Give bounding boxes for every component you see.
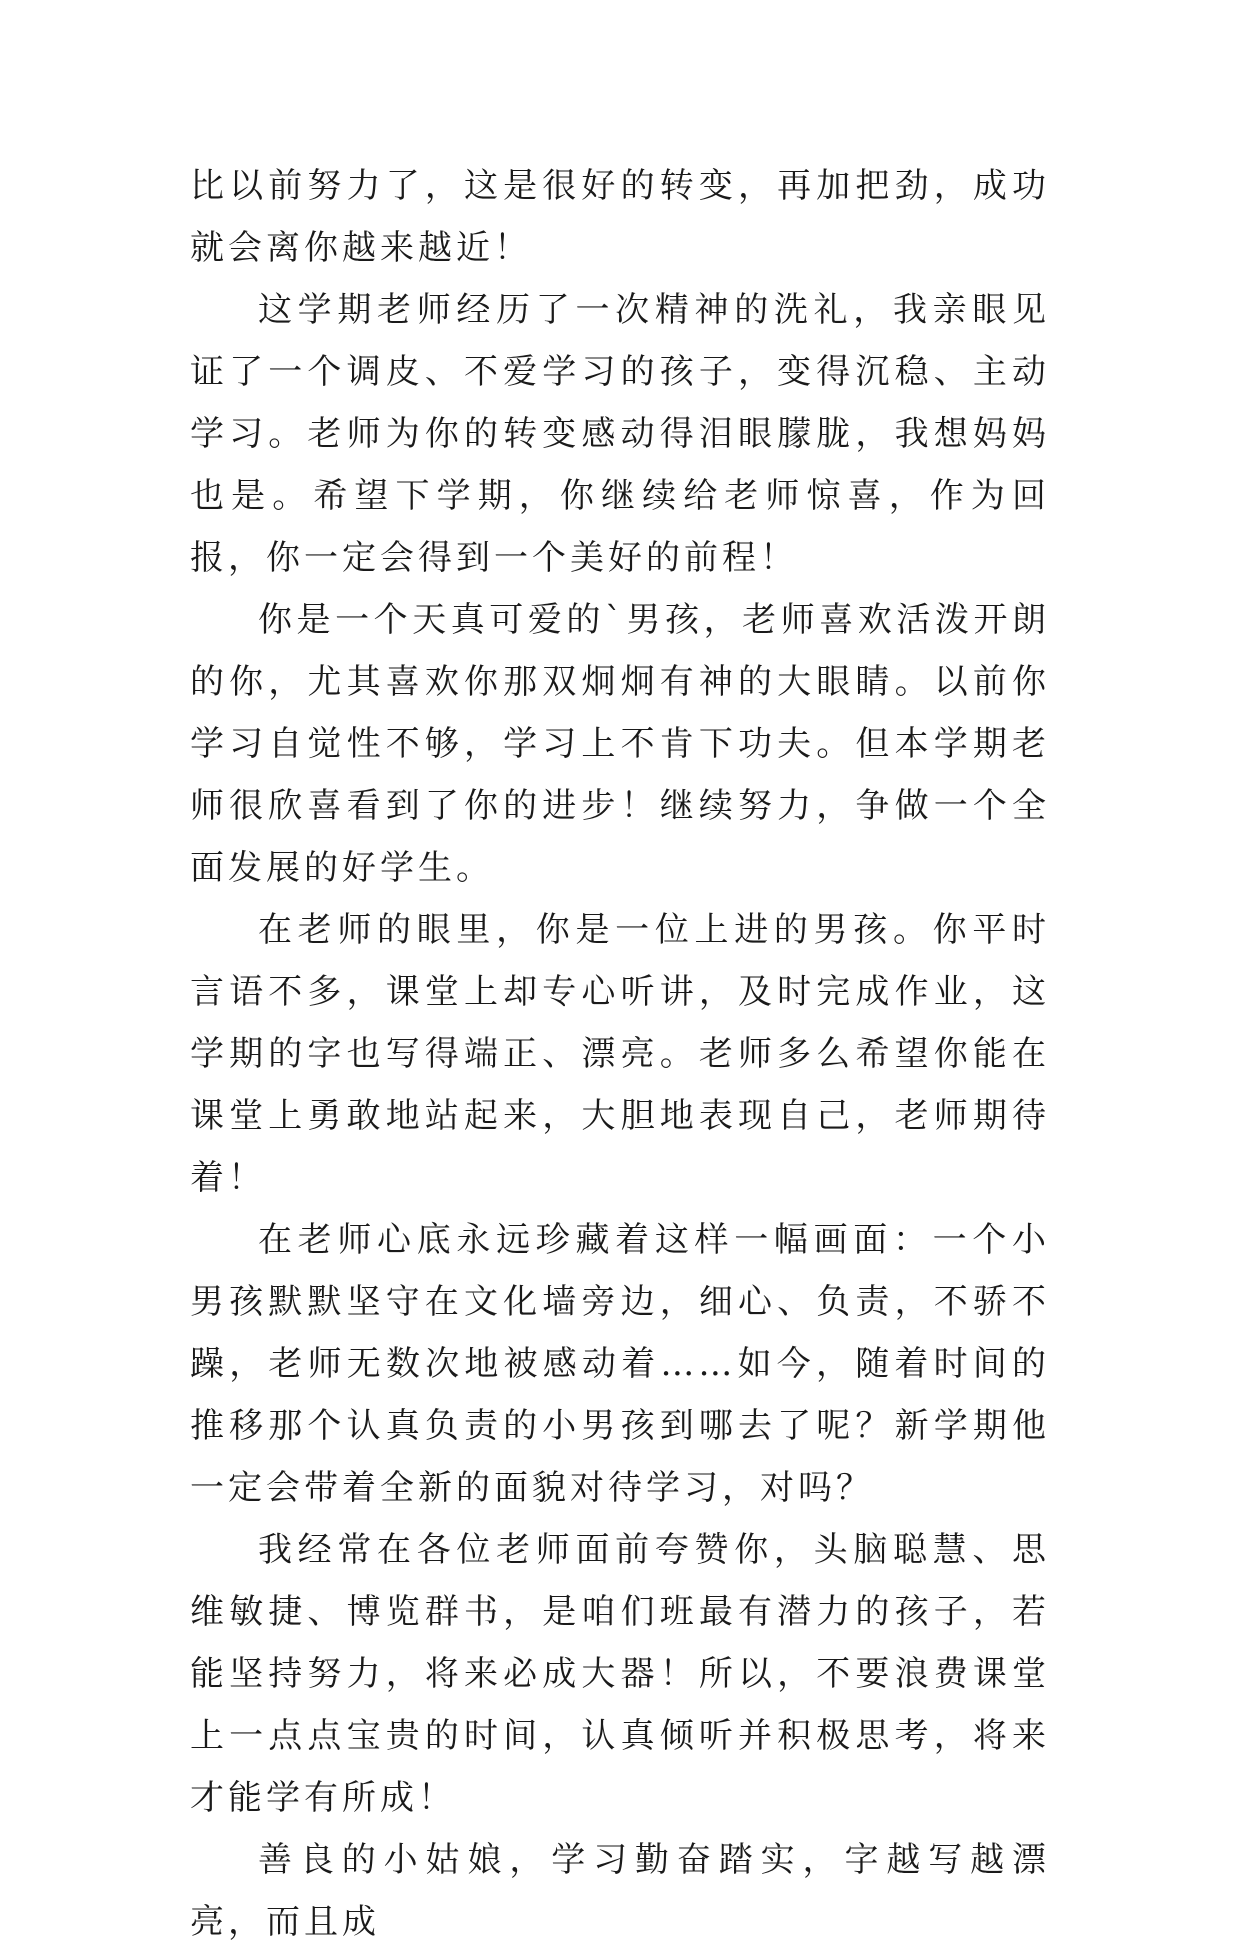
paragraph-7: 善良的小姑娘，学习勤奋踏实，字越写越漂亮，而且成 <box>190 1840 1050 1942</box>
paragraph-4: 在老师的眼里，你是一位上进的男孩。你平时言语不多，课堂上却专心听讲，及时完成作业，这学期的字也写得端正、漂亮。老师多么希望你能在课堂上勇敢地站起来，大胆地表现自己，老师期待着！ <box>190 910 1050 1198</box>
paragraph-5: 在老师心底永远珍藏着这样一幅画面：一个小男孩默默坚守在文化墙旁边，细心、负责，不骄不躁，老师无数次地被感动着……如今，随着时间的推移那个认真负责的小男孩到哪去了呢？新学期他一定会带着全新的面貌对待学习，对吗？ <box>190 1220 1050 1508</box>
paragraph-1: 比以前努力了，这是很好的转变，再加把劲，成功就会离你越来越近！ <box>190 166 1050 268</box>
paragraph-3: 你是一个天真可爱的`男孩，老师喜欢活泼开朗的你，尤其喜欢你那双炯炯有神的大眼睛。以前你学习自觉性不够，学习上不肯下功夫。但本学期老师很欣喜看到了你的进步！继续努力，争做一个全面发展的好学生。 <box>190 600 1050 888</box>
paragraph-6: 我经常在各位老师面前夸赞你，头脑聪慧、思维敏捷、博览群书，是咱们班最有潜力的孩子，若能坚持努力，将来必成大器！所以，不要浪费课堂上一点点宝贵的时间，认真倾听并积极思考，将来才能学有所成！ <box>190 1530 1050 1818</box>
paragraph-2: 这学期老师经历了一次精神的洗礼，我亲眼见证了一个调皮、不爱学习的孩子，变得沉稳、主动学习。老师为你的转变感动得泪眼朦胧，我想妈妈也是。希望下学期，你继续给老师惊喜，作为回报，你一定会得到一个美好的前程！ <box>190 290 1050 578</box>
document-body <box>190 155 1050 1953</box>
